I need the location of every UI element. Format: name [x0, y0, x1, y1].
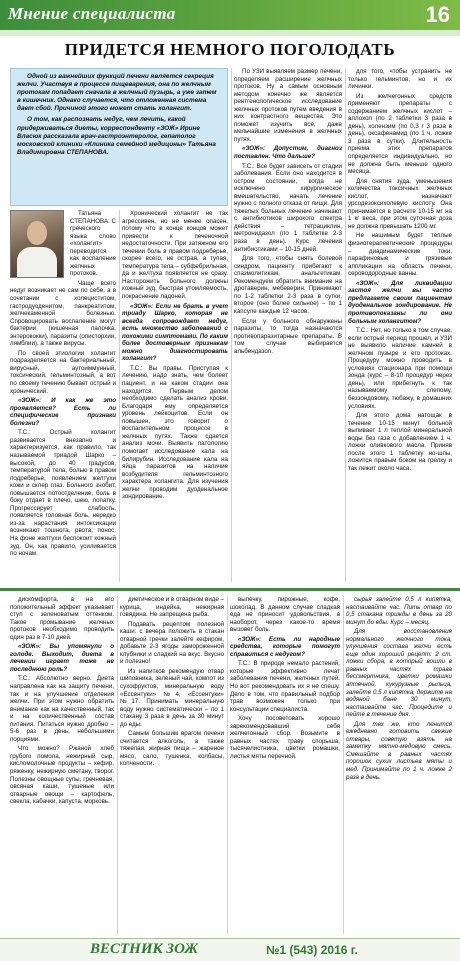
paragraph: Из желчегонных средств применяют препараты с содержанием желчных кислот – аллохол (по 2 таблетки 3 раза в день), холензим (по 0,3 г 3 раза в день), оксафенамид (по 1 ч. ложке 3 раза в сутки). Длительность приема этих препаратов определяется индивидуально, но не должна быть меньше одного месяца. — [348, 92, 452, 176]
page-number: 16 — [425, 2, 450, 27]
paragraph: Т.С.: Нет, но только в том случае, если острый период прошел, и УЗИ не выявило наличие камней в желчном пузыре и его протоках. Процедуру можно проводить в условиях стационара при помощи зонда (курс – 8-10 процедур через день), или прибегнуть к так называемому слепому, беззондовому, тюбажу, в домашних условиях. — [348, 327, 452, 410]
question: «ЗОЖ»: Есть ли народные средства, которые помогут справиться с недугом? — [230, 635, 340, 658]
paragraph: Что можно? Ржаной хлеб грубого помола, нежирный сыр, кисломолочные продукты – кефир, ряженку, нежирную сметану, творог. Полезны овощные супы, гречневая, овсяная каши, тушеные или отварные овощи – картофель, свекла, кабачки, капуста, морковь. — [10, 745, 114, 806]
column-4 — [348, 68, 452, 582]
column-divider — [227, 596, 228, 934]
paragraph: Для тех же, кто ленится ежедневно готовить свежие отвары, советую взять на заметку мятно-медовую смесь. Смешайте в равных частях порошок сухих листьев мяты и мед. Принимайте по 1 ч. ложке 2 раза в день. — [346, 720, 452, 781]
question: «ЗОЖ»: Для ликвидации застоя желчи вы часто предлагаете своим пациентам дуоденальное зондирование. Не противопоказаны ли они больным холангитом? — [348, 279, 452, 325]
paragraph: Для этого дома натощак в течение 10-15 минут больной выпивает 1 л теплой минеральной воды без газа с добавлением 1 ч. ложки оливкового масла. Приняв после этого 1 таблетку но-шпы, ложится правым боком на грелку и так лежит около часа. — [348, 412, 452, 472]
paragraph: выпечку, пирожные, кофе, шоколад. В данном случае сладкая еда не приносит удовольствия, а наоборот, через какое-то время вызовет боль. — [230, 596, 340, 634]
question: «ЗОЖ»: Вы упомянули о голоде. Выходит, диета в лечении играет тоже не последнюю роль? — [10, 643, 114, 673]
column-divider — [117, 596, 118, 934]
paragraph: Хронический холангит не так агрессивен, но не менее опасен, потому что в конце концов может привести к печеночной недостаточности. При затяжном его течении боль в правом подреберье, скорее всего, не острая, а тупая, температура тела – субфебрильная, да и желтуха появляется не сразу. Насторожить больного должны кожный зуд, быстрая утомляемость, покраснение ладоней. — [122, 210, 228, 301]
footer — [0, 938, 460, 961]
paragraph: Хочу посоветовать хорошо зарекомендовавший себя желчегонный сбор. Возьмите в равных частях траву спорыша, тысячелистника, цветки ромашки, листья мяты перечной. — [230, 715, 340, 760]
paragraph: Татьяна СТЕПАНОВА: С греческого языка слово «холангит» переводится как воспаление желчных протоков. — [70, 210, 116, 278]
paragraph: сырья залейте 0,5 л кипятка, настаивайте час. Пить отвар по 0,5 стакана трижды в день за 20 минут до еды. Курс – месяц. — [346, 596, 452, 626]
paragraph: Т.С.: Абсолютно верно. Диета направлена как на защиту печени, так и на улучшение отделения желчи. При этом нужно обратить внимание как на качественный, так и на количественный состав питания. Питаться нужно дробно – 5-6 раз в день, небольшими порциями. — [10, 675, 114, 743]
paragraph: Для восстановления нормального желчного тока, улучшения состава желчи есть еще один хороший рецепт: 2 ст. ложки сбора, в который вошли в равных частях трава бессмертника, цветки ромашки аптечной, кукурузные рыльца, залейте 0,5 л кипятка, держите на водяной бане 30 минут, настаивайте час. Процедите и пейте в течение дня. — [346, 628, 452, 719]
lead-paragraph: О том, как распознать недуг, чем лечить, какой придерживаться диеты, корреспонденту «ЗОЖ» Ирине Власюк рассказала врач-гастроэнтеролог, гепатолог московской клиники «Клиника семейной медицины» Татьяна Владимировна СТЕПАНОВА. — [17, 116, 216, 156]
paragraph: Если у больного обнаружены паразиты, то тогда назначаются противопаразитарные препараты. В том случае выбирается альбендазол. — [234, 317, 342, 355]
column-divider — [343, 596, 344, 934]
column-divider — [119, 210, 120, 582]
paragraph: Не нашимым будет теплые физиотерапевтические процедуры – диадинамические токи, парафиновые и грязевые аппликации на область печени, сероводородные ванны. — [348, 232, 452, 278]
bottom-column-2 — [120, 596, 224, 934]
brand-logo: ВЕСТНИК ЗОЖ — [90, 941, 199, 957]
paragraph: Т.С.: В природе немало растений, которые эффективно лечат заболевания печени, желчных путей. Но вот рекомендовать их я не спешу. Дело в том, что правильный подбор трав возможен только при консультации специалиста. — [230, 660, 340, 713]
paragraph: Из напитков рекомендую отвар шиповника, зеленый чай, компот из сухофруктов, минеральную воду «Ессентуки» №4, «Ессентуки» №17. Принимать минеральную воду нужно систематически – по 1 стакану 3 раза в день за 30 минут до еды. — [120, 667, 224, 728]
paragraph: Т.С.: Острый холангит развивается внезапно и характеризуется, как правило, так называемой триадой Шарко – высокой, до 40 градусов, температурой тела, болью в правом подреберье, появлением желтухи кожи и склер глаз. Больного знобит, повышается потоотделение, боль в боку отдает в плечо, шею, лопатку. Прогрессирует слабость, появляется головная боль, нередко из-за нарастания интоксикации возникают тошнота, рвота, понос. На фоне желтухи беспокоит кожный зуд. Он, как правило, усиливается по ночам. — [10, 429, 116, 558]
paragraph: дискомфорта, а на его положительный эффект указывает стул с зеленоватым оттенком. Такое промывание желчных протоков необходимо проводить один раз в 7-10 дней. — [10, 596, 114, 641]
section-divider — [0, 588, 460, 591]
bottom-column-1 — [10, 596, 114, 934]
paragraph: диетическое и в отварном виде – курица, индейка, нежирная говядина. Не запрещена рыба. — [120, 596, 224, 619]
column-2 — [122, 210, 228, 582]
bottom-column-3 — [230, 596, 340, 934]
paragraph: Т.С.: Вы правы. Приступая к лечению, надо знать, чем болеет пациент, и на каком стадии она находится. Первым делом необходимо сделать анализ крови. Благодаря ему определяется уровень лейкоцитов. Если он повышен, это говорит о воспалительном процессе в желчных путях. Также сдается анализ мочи. Выявить патологию помогает исследование кала на билирубин. Исследование кала на яйца паразитов на наличие возбудителя гельминтозного характера холангита. Для изучения желчи проводим дуоденальное зондирование. — [122, 364, 228, 501]
column-3 — [234, 68, 342, 582]
paragraph: Самым большим врагом печени считается алкоголь, а также тяжелая, жирная пища – жареное мясо, сало, тушенка, колбасы, копчености. — [120, 730, 224, 768]
issue-label: №1 (543) 2016 г. — [266, 943, 358, 957]
paragraph: Т.С.: Все будет зависеть от стадии заболевания. Если оно находится в остром состоянии, когда не исключено хирургическое вмешательство, начать лечение нужно с полного отказа от пищи. Для тяжелых больных лечение начинают с антибиотиков широкого спектра действия – тетрациклин, метронидазол (по 1 таблетке 2-3 раза в день). Курс лечения антибиотиками – 10-15 дней. — [234, 162, 342, 253]
specialist-photo — [10, 210, 64, 278]
paragraph: Чаще всего недуг возникает не сам по себе, а в сочетании с холециститом, гастродуоденитом, панкреатитом, желчекаменной болезнью. Спровоцировать воспаление могут бактерии (кишечная палочка, энтерококки), паразиты (описторхии, лямблии), а также вирусы. — [10, 279, 116, 348]
paragraph: По своей этиологии холангит подразделяется на бактериальный, вирусный, аутоиммунный, токсический, гельминтозный, а вот по своему течению бывает острый и хронический. — [10, 349, 116, 395]
paragraph: Для снятия зуда, уменьшения количества токсичных желчных кислот, назначают урсодезоксихолевую кислоту. Она принимается в расчете 10-15 мг на 1 кг веса, при этом суточная доза не должна превышать 1200 мг. — [348, 177, 452, 230]
section-title: Мнение специалиста — [8, 4, 176, 23]
paragraph: Для того, чтобы снять болевой синдром, пациенту прибегают к спазмолитикам, анальгетикам. Рекомендуем обратить внимание на дротаверин, мебеверин. Принимают по 1-2 таблетки 2-3 раза в сутки, второе (оно более сильное) – по 1 капсуле каждые 12 часов. — [234, 255, 342, 315]
question: «ЗОЖ»: И как же это проявляется? Есть ли специфические признаки болезни? — [10, 397, 116, 427]
paragraph: Подавать рецептом полезной каши: с вечера положить в стакан отварной гречки залейте кефиром, добавьте 2-3 ягоды замороженной клубники и сладкий на вкус. Вкусно и полезно! — [120, 620, 224, 666]
lead-paragraph: Одной из важнейших функций печени является секреция желчи. Участвуя в процессе пищеварения, она по желчным протокам попадает сначала в желчный пузырь, а уже затем в кишечник. Однако случается, что отложенная система дает сбой. Причиной этого может стать холангит. — [17, 73, 217, 113]
column-divider — [345, 68, 346, 582]
question: «ЗОЖ»: Допустим, диагноз поставлен. Что дальше? — [234, 145, 342, 161]
header-strip — [0, 30, 460, 36]
article-title: ПРИДЕТСЯ НЕМНОГО ПОГОЛОДАТЬ — [64, 40, 396, 59]
paragraph: для того, чтобы устранить не только гельминтов, но и их личинки. — [348, 68, 452, 91]
question: «ЗОЖ»: Если не брать в учет триаду Шарко, которая не всегда сопровождает недуг, есть множество заболеваний с похожими симптомами. По каким более достоверным признакам можно диагностировать холангит? — [122, 302, 228, 363]
bottom-column-4 — [346, 596, 452, 934]
lead-box — [10, 68, 228, 206]
paragraph: По УЗИ выявляем размер печени, определяем расширение желчных протоков. Ну а самым основным методом конечно же является рентгенологическое исследование желчных протоков путем введения в них контрастного вещества. Это поможет изучить все, даже мельчайшие изменения в желчных путях. — [234, 68, 342, 143]
column-divider — [231, 68, 232, 582]
